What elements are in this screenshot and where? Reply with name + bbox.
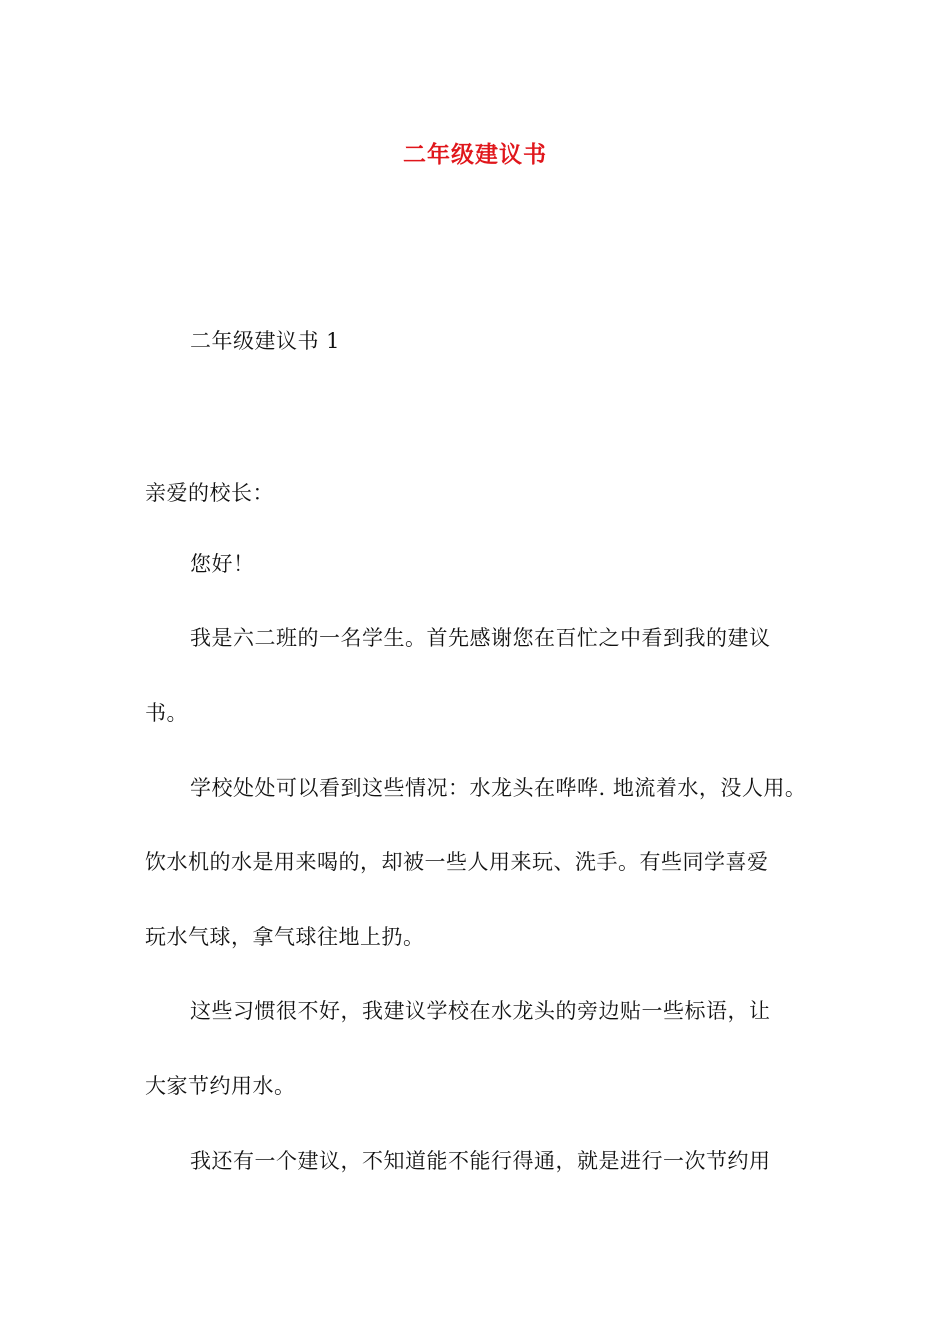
- paragraph-2-line-1: 学校处处可以看到这些情况：水龙头在哗哗. 地流着水，没人用。: [190, 776, 807, 800]
- paragraph-4-line-1: 我还有一个建议，不知道能不能行得通，就是进行一次节约用: [190, 1149, 771, 1173]
- paragraph-3-line-2: 大家节约用水。: [145, 1074, 296, 1098]
- paragraph-1-line-2: 书。: [145, 701, 188, 725]
- salutation: 亲爱的校长：: [145, 481, 274, 505]
- paragraph-3-line-1: 这些习惯很不好，我建议学校在水龙头的旁边贴一些标语，让: [190, 999, 771, 1023]
- greeting: 您好！: [190, 552, 255, 576]
- paragraph-2-line-3: 玩水气球，拿气球往地上扔。: [145, 925, 425, 949]
- document-title: 二年级建议书: [403, 141, 547, 168]
- paragraph-2-line-2: 饮水机的水是用来喝的，却被一些人用来玩、洗手。有些同学喜爱: [145, 850, 769, 874]
- paragraph-1-line-1: 我是六二班的一名学生。首先感谢您在百忙之中看到我的建议: [190, 626, 771, 650]
- section-heading: 二年级建议书 1: [190, 329, 341, 353]
